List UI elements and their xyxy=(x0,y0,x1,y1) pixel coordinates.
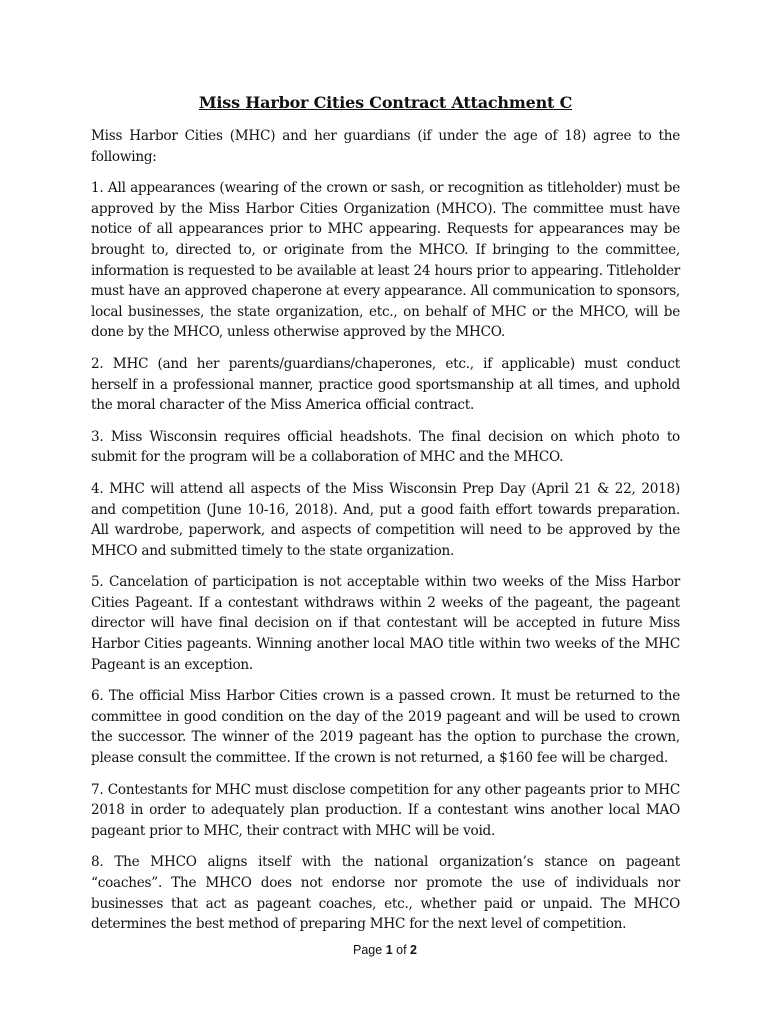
intro-paragraph: Miss Harbor Cities (MHC) and her guardians (if under the age of 18) agree to the following: xyxy=(91,128,680,165)
page-word: Page xyxy=(353,943,383,957)
clause-1: 1. All appearances (wearing of the crown or sash, or recognition as titleholder) must be approved by the Miss Harbor Cities Organization (MHCO). The committee must have notice of all appearances prior to MHC appearing. Requests for appearances may be brought to, directed to, or originate from the MHCO. If bringing to the committee, information is requested to be available at least 24 hours prior to appearing. Titleholder must have an approved chaperone at every appearance. All communication to sponsors, local businesses, the state organization, etc., on behalf of MHC or the MHCO, will be done by the MHCO, unless otherwise approved by the MHCO. xyxy=(91,180,680,341)
document-body xyxy=(91,92,680,946)
clause-6: 6. The official Miss Harbor Cities crown is a passed crown. It must be returned to the committee in good condition on the day of the 2019 pageant and will be used to crown the successor. The winner of the 2019 pageant has the option to purchase the crown, please consult the committee. If the crown is not returned, a $160 fee will be charged. xyxy=(91,688,680,767)
document-title: Miss Harbor Cities Contract Attachment C xyxy=(198,93,573,112)
total-pages-number: 2 xyxy=(410,943,417,957)
clause-3: 3. Miss Wisconsin requires official headshots. The final decision on which photo to submit for the program will be a collaboration of MHC and the MHCO. xyxy=(91,428,680,466)
page-footer xyxy=(0,943,770,957)
clause-5: 5. Cancelation of participation is not acceptable within two weeks of the Miss Harbor Cities Pageant. If a contestant withdraws within 2 weeks of the pageant, the pageant director will have final decision on if that contestant will be accepted in future Miss Harbor Cities pageants. Winning another local MAO title within two weeks of the MHC Pageant is an exception. xyxy=(91,574,680,673)
clause-4: 4. MHC will attend all aspects of the Miss Wisconsin Prep Day (April 21 & 22, 2018) and competition (June 10-16, 2018). And, put a good faith effort towards preparation. All wardrobe, paperwork, and aspects of competition will need to be approved by the MHCO and submitted timely to the state organization. xyxy=(91,480,680,559)
clause-2: 2. MHC (and her parents/guardians/chaperones, etc., if applicable) must conduct herself in a professional manner, practice good sportsmanship at all times, and uphold the moral character of the Miss America official contract. xyxy=(91,355,680,414)
clause-8: 8. The MHCO aligns itself with the national organization’s stance on pageant “coaches”. The MHCO does not endorse nor promote the use of individuals nor businesses that act as pageant coaches, etc., whether paid or unpaid. The MHCO determines the best method of preparing MHC for the next level of competition. xyxy=(91,854,680,933)
clause-7: 7. Contestants for MHC must disclose competition for any other pageants prior to MHC 2018 in order to adequately plan production. If a contestant wins another local MAO pageant prior to MHC, their contract with MHC will be void. xyxy=(91,781,680,839)
of-word: of xyxy=(396,943,407,957)
current-page-number: 1 xyxy=(385,943,393,957)
